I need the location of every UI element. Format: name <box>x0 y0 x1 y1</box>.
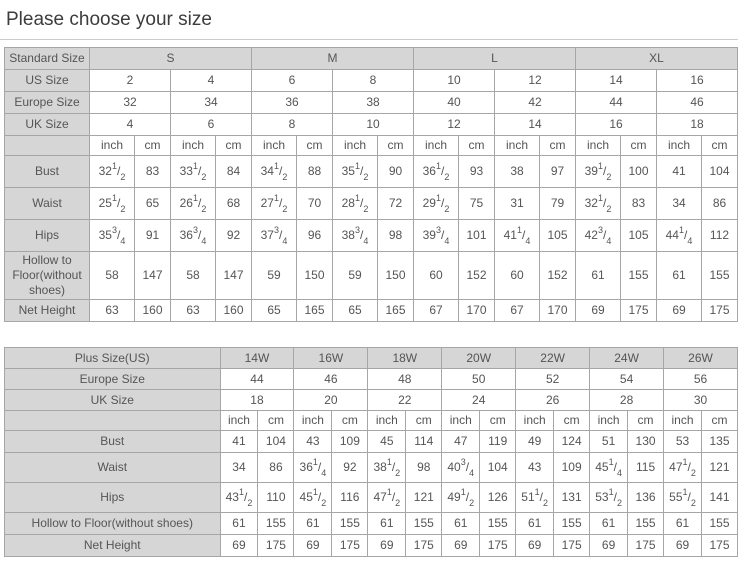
cm-value-cell: 83 <box>135 156 171 188</box>
size-group-cell: 26W <box>664 348 738 369</box>
inch-value-cell: 58 <box>90 252 135 300</box>
size-value-cell: 10 <box>414 70 495 92</box>
inch-value-cell: 65 <box>333 300 378 322</box>
cm-value-cell: 165 <box>378 300 414 322</box>
inch-value-cell: $29^1/_2$ <box>414 188 459 220</box>
unit-cm-cell: cm <box>378 136 414 156</box>
size-value-cell: 54 <box>590 369 664 390</box>
inch-value-cell: $44^1/_4$ <box>657 220 702 252</box>
size-value-cell: 26 <box>516 390 590 411</box>
unit-inch-cell: inch <box>252 136 297 156</box>
inch-value-cell: 47 <box>442 431 480 453</box>
unit-cm-cell: cm <box>480 411 516 431</box>
size-value-cell: 18 <box>220 390 294 411</box>
unit-inch-cell: inch <box>516 411 554 431</box>
inch-value-cell: $32^1/_2$ <box>576 188 621 220</box>
unit-inch-cell: inch <box>657 136 702 156</box>
inch-value-cell: 67 <box>414 300 459 322</box>
size-value-cell: 6 <box>171 114 252 136</box>
cm-value-cell: 150 <box>378 252 414 300</box>
unit-inch-cell: inch <box>442 411 480 431</box>
size-group-cell: S <box>90 48 252 70</box>
row-label-cell: Bust <box>5 431 221 453</box>
cm-value-cell: 155 <box>554 513 590 535</box>
unit-cm-cell: cm <box>554 411 590 431</box>
cm-value-cell: 105 <box>540 220 576 252</box>
inch-value-cell: 41 <box>657 156 702 188</box>
empty-corner-cell <box>5 411 221 431</box>
inch-value-cell: 61 <box>657 252 702 300</box>
size-value-cell: 40 <box>414 92 495 114</box>
size-group-cell: 20W <box>442 348 516 369</box>
inch-value-cell: 61 <box>220 513 258 535</box>
cm-value-cell: 97 <box>540 156 576 188</box>
unit-cm-cell: cm <box>332 411 368 431</box>
inch-value-cell: 61 <box>516 513 554 535</box>
inch-value-cell: $28^1/_2$ <box>333 188 378 220</box>
size-value-cell: 22 <box>368 390 442 411</box>
cm-value-cell: 155 <box>332 513 368 535</box>
cm-value-cell: 175 <box>332 535 368 557</box>
size-value-cell: 8 <box>333 70 414 92</box>
row-label-cell: Hips <box>5 483 221 513</box>
inch-value-cell: $41^1/_4$ <box>495 220 540 252</box>
inch-value-cell: 45 <box>368 431 406 453</box>
inch-value-cell: $38^3/_4$ <box>333 220 378 252</box>
size-value-cell: 44 <box>576 92 657 114</box>
cm-value-cell: 155 <box>621 252 657 300</box>
cm-value-cell: 152 <box>540 252 576 300</box>
cm-value-cell: 104 <box>702 156 738 188</box>
unit-inch-cell: inch <box>664 411 702 431</box>
cm-value-cell: 170 <box>459 300 495 322</box>
size-value-cell: 50 <box>442 369 516 390</box>
row-label-cell: US Size <box>5 70 90 92</box>
inch-value-cell: 59 <box>252 252 297 300</box>
size-group-cell: L <box>414 48 576 70</box>
cm-value-cell: 109 <box>332 431 368 453</box>
cm-value-cell: 101 <box>459 220 495 252</box>
inch-value-cell: 61 <box>294 513 332 535</box>
inch-value-cell: $32^1/_2$ <box>90 156 135 188</box>
size-group-cell: XL <box>576 48 738 70</box>
inch-value-cell: $36^3/_4$ <box>171 220 216 252</box>
cm-value-cell: 155 <box>628 513 664 535</box>
cm-value-cell: 79 <box>540 188 576 220</box>
inch-value-cell: $37^3/_4$ <box>252 220 297 252</box>
row-label-cell: Net Height <box>5 535 221 557</box>
size-value-cell: 12 <box>495 70 576 92</box>
cm-value-cell: 114 <box>406 431 442 453</box>
unit-inch-cell: inch <box>495 136 540 156</box>
unit-inch-cell: inch <box>90 136 135 156</box>
cm-value-cell: 86 <box>702 188 738 220</box>
cm-value-cell: 175 <box>480 535 516 557</box>
unit-inch-cell: inch <box>414 136 459 156</box>
cm-value-cell: 83 <box>621 188 657 220</box>
cm-value-cell: 110 <box>258 483 294 513</box>
inch-value-cell: 63 <box>171 300 216 322</box>
row-label-cell: Hollow to Floor(without shoes) <box>5 513 221 535</box>
size-value-cell: 14 <box>495 114 576 136</box>
size-value-cell: 20 <box>294 390 368 411</box>
cm-value-cell: 100 <box>621 156 657 188</box>
inch-value-cell: 61 <box>590 513 628 535</box>
inch-value-cell: $35^1/_2$ <box>333 156 378 188</box>
cm-value-cell: 92 <box>332 453 368 483</box>
table-label-cell: Standard Size <box>5 48 90 70</box>
inch-value-cell: 34 <box>657 188 702 220</box>
cm-value-cell: 150 <box>297 252 333 300</box>
inch-value-cell: 43 <box>516 453 554 483</box>
size-group-cell: 24W <box>590 348 664 369</box>
inch-value-cell: 58 <box>171 252 216 300</box>
size-value-cell: 10 <box>333 114 414 136</box>
cm-value-cell: 104 <box>480 453 516 483</box>
plus-size-table <box>4 347 738 557</box>
size-value-cell: 30 <box>664 390 738 411</box>
cm-value-cell: 86 <box>258 453 294 483</box>
cm-value-cell: 96 <box>297 220 333 252</box>
inch-value-cell: 69 <box>220 535 258 557</box>
cm-value-cell: 155 <box>258 513 294 535</box>
cm-value-cell: 155 <box>702 513 738 535</box>
cm-value-cell: 70 <box>297 188 333 220</box>
size-value-cell: 44 <box>220 369 294 390</box>
row-label-cell: UK Size <box>5 390 221 411</box>
cm-value-cell: 175 <box>702 535 738 557</box>
cm-value-cell: 155 <box>702 252 738 300</box>
size-value-cell: 18 <box>657 114 738 136</box>
cm-value-cell: 119 <box>480 431 516 453</box>
size-value-cell: 14 <box>576 70 657 92</box>
unit-cm-cell: cm <box>621 136 657 156</box>
cm-value-cell: 116 <box>332 483 368 513</box>
row-label-cell: Waist <box>5 453 221 483</box>
inch-value-cell: $38^1/_2$ <box>368 453 406 483</box>
cm-value-cell: 175 <box>621 300 657 322</box>
inch-value-cell: 59 <box>333 252 378 300</box>
inch-value-cell: $47^1/_2$ <box>664 453 702 483</box>
size-value-cell: 4 <box>171 70 252 92</box>
inch-value-cell: $34^1/_2$ <box>252 156 297 188</box>
cm-value-cell: 175 <box>702 300 738 322</box>
size-value-cell: 34 <box>171 92 252 114</box>
unit-cm-cell: cm <box>540 136 576 156</box>
table-label-cell: Plus Size(US) <box>5 348 221 369</box>
cm-value-cell: 131 <box>554 483 590 513</box>
unit-inch-cell: inch <box>590 411 628 431</box>
cm-value-cell: 65 <box>135 188 171 220</box>
size-value-cell: 32 <box>90 92 171 114</box>
size-value-cell: 16 <box>576 114 657 136</box>
inch-value-cell: $36^1/_4$ <box>294 453 332 483</box>
row-label-cell: Bust <box>5 156 90 188</box>
size-value-cell: 6 <box>252 70 333 92</box>
inch-value-cell: 69 <box>368 535 406 557</box>
cm-value-cell: 124 <box>554 431 590 453</box>
inch-value-cell: 67 <box>495 300 540 322</box>
unit-inch-cell: inch <box>368 411 406 431</box>
inch-value-cell: 69 <box>576 300 621 322</box>
inch-value-cell: $45^1/_2$ <box>294 483 332 513</box>
empty-corner-cell <box>5 136 90 156</box>
cm-value-cell: 121 <box>702 453 738 483</box>
cm-value-cell: 91 <box>135 220 171 252</box>
cm-value-cell: 152 <box>459 252 495 300</box>
inch-value-cell: $27^1/_2$ <box>252 188 297 220</box>
cm-value-cell: 160 <box>216 300 252 322</box>
cm-value-cell: 170 <box>540 300 576 322</box>
cm-value-cell: 92 <box>216 220 252 252</box>
cm-value-cell: 112 <box>702 220 738 252</box>
inch-value-cell: $33^1/_2$ <box>171 156 216 188</box>
unit-inch-cell: inch <box>576 136 621 156</box>
inch-value-cell: $43^1/_2$ <box>220 483 258 513</box>
inch-value-cell: 61 <box>664 513 702 535</box>
size-group-cell: 18W <box>368 348 442 369</box>
row-label-cell: Hollow to Floor(without shoes) <box>5 252 90 300</box>
size-value-cell: 48 <box>368 369 442 390</box>
inch-value-cell: 63 <box>90 300 135 322</box>
unit-cm-cell: cm <box>628 411 664 431</box>
cm-value-cell: 98 <box>406 453 442 483</box>
size-group-cell: 14W <box>220 348 294 369</box>
size-value-cell: 52 <box>516 369 590 390</box>
size-group-cell: M <box>252 48 414 70</box>
inch-value-cell: $35^3/_4$ <box>90 220 135 252</box>
inch-value-cell: $53^1/_2$ <box>590 483 628 513</box>
unit-cm-cell: cm <box>258 411 294 431</box>
inch-value-cell: 69 <box>294 535 332 557</box>
inch-value-cell: 61 <box>368 513 406 535</box>
inch-value-cell: 69 <box>442 535 480 557</box>
cm-value-cell: 136 <box>628 483 664 513</box>
inch-value-cell: $40^3/_4$ <box>442 453 480 483</box>
size-value-cell: 24 <box>442 390 516 411</box>
row-label-cell: Net Height <box>5 300 90 322</box>
inch-value-cell: 31 <box>495 188 540 220</box>
cm-value-cell: 104 <box>258 431 294 453</box>
cm-value-cell: 147 <box>135 252 171 300</box>
size-value-cell: 16 <box>657 70 738 92</box>
size-group-cell: 22W <box>516 348 590 369</box>
inch-value-cell: 60 <box>414 252 459 300</box>
size-value-cell: 4 <box>90 114 171 136</box>
unit-cm-cell: cm <box>702 136 738 156</box>
inch-value-cell: $49^1/_2$ <box>442 483 480 513</box>
cm-value-cell: 135 <box>702 431 738 453</box>
inch-value-cell: $25^1/_2$ <box>90 188 135 220</box>
cm-value-cell: 147 <box>216 252 252 300</box>
inch-value-cell: $36^1/_2$ <box>414 156 459 188</box>
unit-inch-cell: inch <box>171 136 216 156</box>
inch-value-cell: 61 <box>442 513 480 535</box>
inch-value-cell: 51 <box>590 431 628 453</box>
unit-cm-cell: cm <box>406 411 442 431</box>
inch-value-cell: 60 <box>495 252 540 300</box>
inch-value-cell: $45^1/_4$ <box>590 453 628 483</box>
size-value-cell: 2 <box>90 70 171 92</box>
inch-value-cell: 41 <box>220 431 258 453</box>
row-label-cell: Hips <box>5 220 90 252</box>
standard-size-table <box>4 47 738 322</box>
inch-value-cell: 69 <box>664 535 702 557</box>
size-value-cell: 46 <box>294 369 368 390</box>
cm-value-cell: 109 <box>554 453 590 483</box>
unit-cm-cell: cm <box>459 136 495 156</box>
unit-cm-cell: cm <box>216 136 252 156</box>
cm-value-cell: 84 <box>216 156 252 188</box>
inch-value-cell: 43 <box>294 431 332 453</box>
inch-value-cell: $26^1/_2$ <box>171 188 216 220</box>
cm-value-cell: 75 <box>459 188 495 220</box>
cm-value-cell: 175 <box>628 535 664 557</box>
cm-value-cell: 98 <box>378 220 414 252</box>
unit-cm-cell: cm <box>135 136 171 156</box>
inch-value-cell: 49 <box>516 431 554 453</box>
size-value-cell: 46 <box>657 92 738 114</box>
size-value-cell: 38 <box>333 92 414 114</box>
size-value-cell: 36 <box>252 92 333 114</box>
inch-value-cell: 65 <box>252 300 297 322</box>
row-label-cell: Europe Size <box>5 92 90 114</box>
cm-value-cell: 126 <box>480 483 516 513</box>
cm-value-cell: 72 <box>378 188 414 220</box>
page-title: Please choose your size <box>6 9 212 30</box>
row-label-cell: UK Size <box>5 114 90 136</box>
inch-value-cell: 38 <box>495 156 540 188</box>
cm-value-cell: 121 <box>406 483 442 513</box>
cm-value-cell: 165 <box>297 300 333 322</box>
inch-value-cell: 69 <box>516 535 554 557</box>
title-divider <box>0 39 738 40</box>
unit-inch-cell: inch <box>333 136 378 156</box>
cm-value-cell: 130 <box>628 431 664 453</box>
size-value-cell: 28 <box>590 390 664 411</box>
cm-value-cell: 141 <box>702 483 738 513</box>
cm-value-cell: 105 <box>621 220 657 252</box>
unit-cm-cell: cm <box>702 411 738 431</box>
inch-value-cell: $51^1/_2$ <box>516 483 554 513</box>
cm-value-cell: 175 <box>258 535 294 557</box>
inch-value-cell: 69 <box>657 300 702 322</box>
cm-value-cell: 90 <box>378 156 414 188</box>
cm-value-cell: 88 <box>297 156 333 188</box>
size-value-cell: 12 <box>414 114 495 136</box>
inch-value-cell: $39^3/_4$ <box>414 220 459 252</box>
inch-value-cell: $55^1/_2$ <box>664 483 702 513</box>
cm-value-cell: 68 <box>216 188 252 220</box>
inch-value-cell: 53 <box>664 431 702 453</box>
cm-value-cell: 93 <box>459 156 495 188</box>
inch-value-cell: $39^1/_2$ <box>576 156 621 188</box>
size-group-cell: 16W <box>294 348 368 369</box>
inch-value-cell: 61 <box>576 252 621 300</box>
row-label-cell: Waist <box>5 188 90 220</box>
unit-cm-cell: cm <box>297 136 333 156</box>
row-label-cell: Europe Size <box>5 369 221 390</box>
inch-value-cell: 69 <box>590 535 628 557</box>
unit-inch-cell: inch <box>220 411 258 431</box>
size-value-cell: 8 <box>252 114 333 136</box>
cm-value-cell: 160 <box>135 300 171 322</box>
unit-inch-cell: inch <box>294 411 332 431</box>
size-value-cell: 42 <box>495 92 576 114</box>
inch-value-cell: $47^1/_2$ <box>368 483 406 513</box>
inch-value-cell: 34 <box>220 453 258 483</box>
cm-value-cell: 175 <box>406 535 442 557</box>
cm-value-cell: 155 <box>480 513 516 535</box>
cm-value-cell: 175 <box>554 535 590 557</box>
inch-value-cell: $42^3/_4$ <box>576 220 621 252</box>
size-value-cell: 56 <box>664 369 738 390</box>
cm-value-cell: 115 <box>628 453 664 483</box>
cm-value-cell: 155 <box>406 513 442 535</box>
